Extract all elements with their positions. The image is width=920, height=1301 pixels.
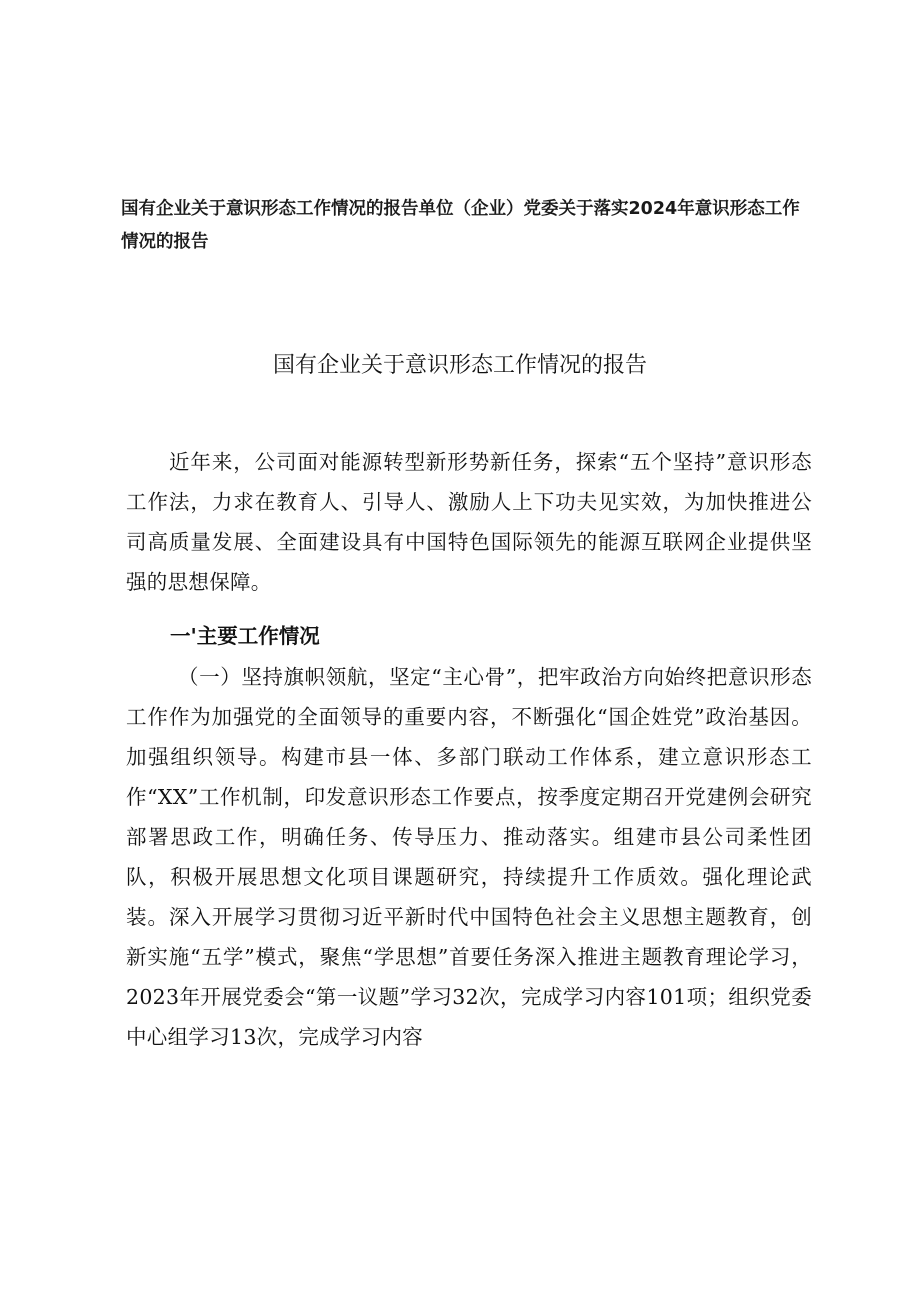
page-title: 国有企业关于意识形态工作情况的报告 bbox=[272, 353, 647, 378]
document-heading: 国有企业关于意识形态工作情况的报告单位（企业）党委关于落实2024年意识形态工作情况的报告 bbox=[121, 199, 800, 252]
section-heading: 一'主要工作情况 bbox=[170, 624, 320, 648]
intro-paragraph: 近年来，公司面对能源转型新形势新任务，探索“五个坚持”意识形态工作法，力求在教育人、引导人、激励人上下功夫见实效，为加快推进公司高质量发展、全面建设具有中国特色国际领先的能源互联网企业提供坚强的思想保障。 bbox=[126, 450, 812, 594]
body-paragraph: （一）坚持旗帜领航，坚定“主心骨”，把牢政治方向始终把意识形态工作作为加强党的全面领导的重要内容，不断强化“国企姓党”政治基因。加强组织领导。构建市县一体、多部门联动工作体系，建立意识形态工作“XX”工作机制，印发意识形态工作要点，按季度定期召开党建例会研究部署思政工作，明确任务、传导压力、推动落实。组建市县公司柔性团队，积极开展思想文化项目课题研究，持续提升工作质效。强化理论武装。深入开展学习贯彻习近平新时代中国特色社会主义思想主题教育，创新实施“五学”模式，聚焦“学思想”首要任务深入推进主题教育理论学习，2023年开展党委会“第一议题”学习32次，完成学习内容101项；组织党委中心组学习13次，完成学习内容 bbox=[126, 665, 812, 1049]
